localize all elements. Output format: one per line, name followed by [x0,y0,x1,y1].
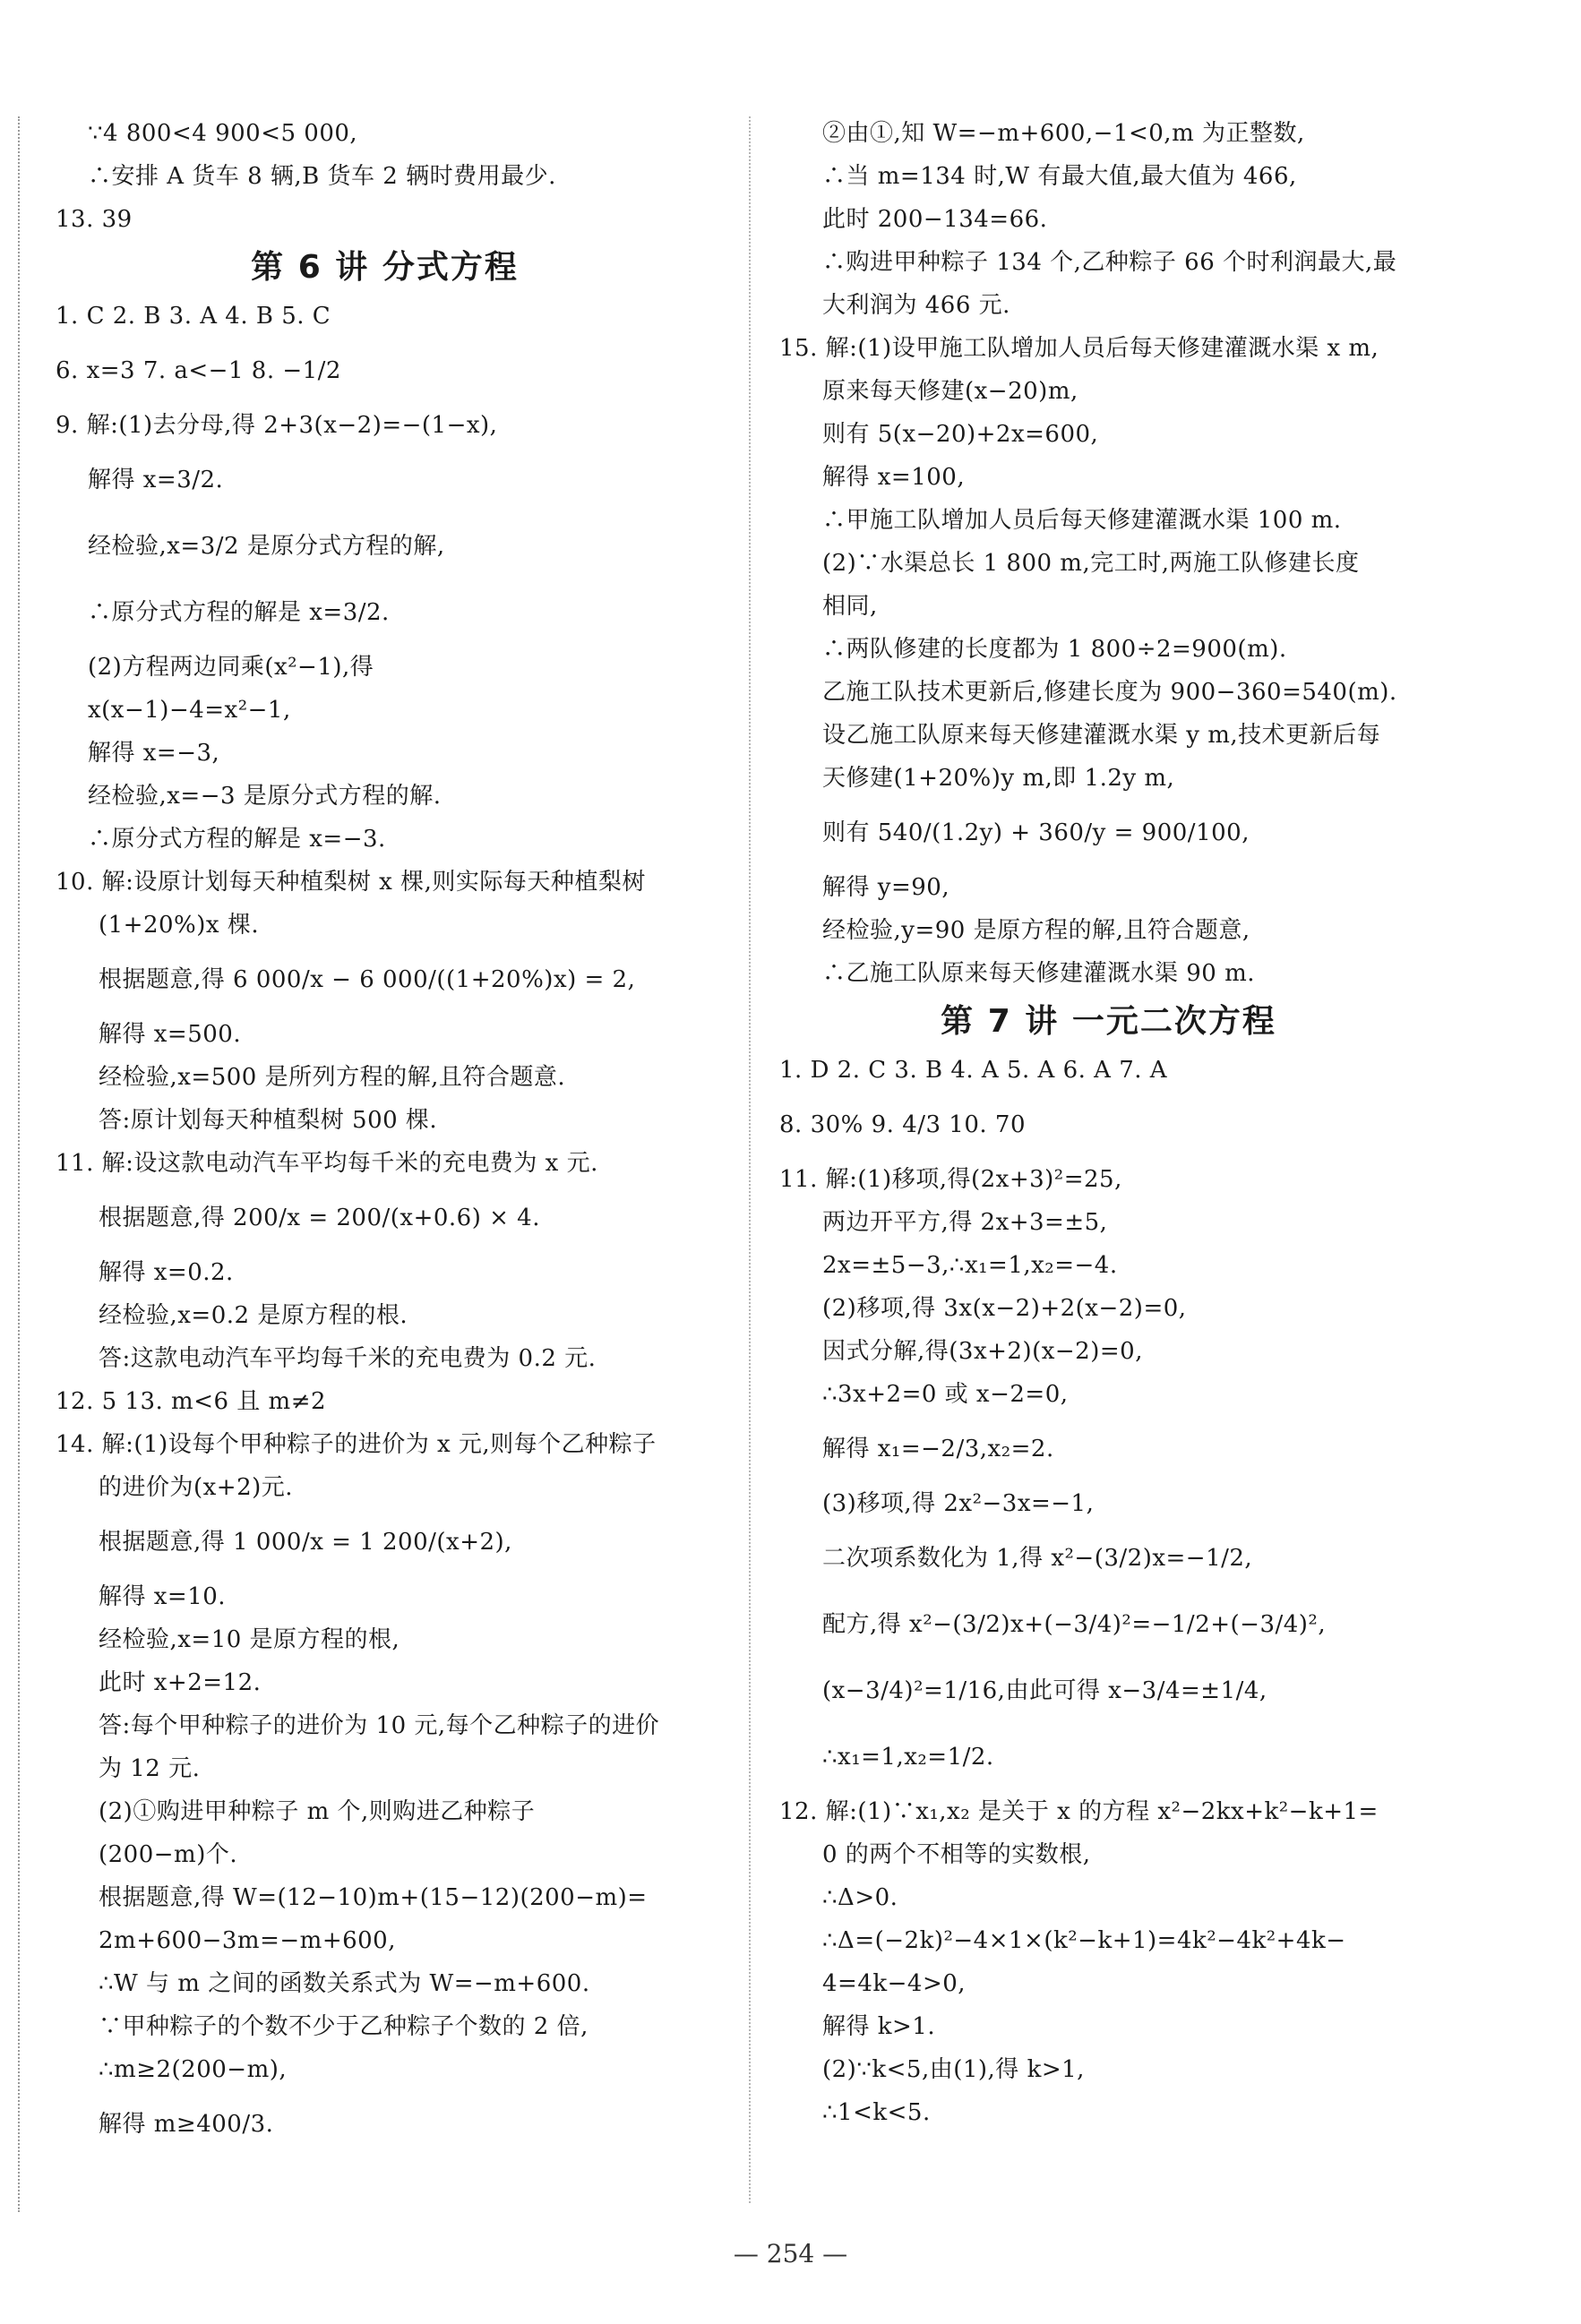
answer-line: 11. 解:设这款电动汽车平均每千米的充电费为 x 元. [56,1150,598,1177]
answer-line: x(x−1)−4=x²−1, [88,697,291,724]
answer-line: 大利润为 466 元. [822,292,1010,319]
answer-line: 根据题意,得 6 000/x − 6 000/((1+20%)x) = 2, [99,966,636,993]
answer-line: ∵4 800<4 900<5 000, [88,120,358,147]
answer-line: 6. x=3 7. a<−1 8. −1/2 [56,357,341,384]
answer-line: 15. 解:(1)设甲施工队增加人员后每天修建灌溉水渠 x m, [779,335,1379,362]
answer-line: 1. C 2. B 3. A 4. B 5. C [56,303,331,330]
answer-line: (1+20%)x 棵. [99,912,260,939]
margin-dotted-rule [18,116,20,2212]
answer-line: 答:每个甲种粽子的进价为 10 元,每个乙种粽子的进价 [99,1712,660,1739]
answer-line: 解得 x=100, [822,464,966,491]
right-column [779,112,1438,2134]
answer-line: (2)∵水渠总长 1 800 m,完工时,两施工队修建长度 [822,550,1360,577]
answer-line: 为 12 元. [99,1755,201,1782]
answer-line: 解得 x=−3, [88,740,220,767]
answer-line: (2)移项,得 3x(x−2)+2(x−2)=0, [822,1295,1187,1322]
answer-line: ∴1<k<5. [822,2099,931,2126]
answer-line: 解得 x₁=−2/3,x₂=2. [822,1436,1054,1462]
answer-line: 11. 解:(1)移项,得(2x+3)²=25, [779,1166,1122,1193]
answer-line: 0 的两个不相等的实数根, [822,1841,1091,1868]
answer-line: 经检验,x=0.2 是原方程的根. [99,1302,408,1329]
answer-line: ∴购进甲种粽子 134 个,乙种粽子 66 个时利润最大,最 [822,249,1397,276]
answer-line: 配方,得 x²−(3/2)x+(−3/4)²=−1/2+(−3/4)², [822,1611,1327,1638]
answer-line: 8. 30% 9. 4/3 10. 70 [779,1111,1027,1138]
left-column [56,112,714,2157]
answer-line: 解得 x=3/2. [88,467,224,493]
answer-line: 经检验,x=−3 是原分式方程的解. [88,783,442,810]
answer-line: 此时 x+2=12. [99,1669,262,1696]
answer-line: 经检验,y=90 是原方程的解,且符合题意, [822,917,1250,944]
answer-line: 14. 解:(1)设每个甲种粽子的进价为 x 元,则每个乙种粽子 [56,1431,657,1458]
answer-line: ∴原分式方程的解是 x=3/2. [88,599,390,626]
answer-line: 解得 x=500. [99,1021,242,1048]
answer-line: 解得 x=0.2. [99,1259,234,1286]
answer-line: ∵甲种粽子的个数不少于乙种粽子个数的 2 倍, [99,2013,589,2040]
answer-line: 解得 y=90, [822,874,950,901]
answer-line: ∴Δ=(−2k)²−4×1×(k²−k+1)=4k²−4k²+4k− [822,1927,1346,1954]
answer-line: 因式分解,得(3x+2)(x−2)=0, [822,1338,1143,1365]
answer-line: ∴m≥2(200−m), [99,2056,288,2083]
answer-line: 经检验,x=500 是所列方程的解,且符合题意. [99,1064,566,1091]
column-divider [749,116,751,2203]
answer-line: (2)①购进甲种粽子 m 个,则购进乙种粽子 [99,1798,536,1825]
answer-line: 1. D 2. C 3. B 4. A 5. A 6. A 7. A [779,1057,1168,1084]
answer-line: 原来每天修建(x−20)m, [822,378,1078,405]
answer-line: ∴Δ>0. [822,1884,898,1911]
answer-line: (2)∵k<5,由(1),得 k>1, [822,2056,1085,2083]
answer-line: 12. 解:(1)∵x₁,x₂ 是关于 x 的方程 x²−2kx+k²−k+1= [779,1798,1379,1825]
answer-line: 天修建(1+20%)y m,即 1.2y m, [822,765,1175,792]
answer-line: 经检验,x=3/2 是原分式方程的解, [88,533,445,560]
section-heading: 第 7 讲 一元二次方程 [941,1003,1276,1040]
answer-line: (2)方程两边同乘(x²−1),得 [88,654,374,681]
answer-line: 根据题意,得 200/x = 200/(x+0.6) × 4. [99,1205,540,1231]
answer-line: 9. 解:(1)去分母,得 2+3(x−2)=−(1−x), [56,412,498,439]
answer-line: 13. 39 [56,206,133,233]
answer-line: ∴x₁=1,x₂=1/2. [822,1744,994,1771]
answer-line: (200−m)个. [99,1841,238,1868]
page-number: — 254 — [733,2239,848,2268]
answer-line: 12. 5 13. m<6 且 m≠2 [56,1388,327,1415]
answer-line: 10. 解:设原计划每天种植梨树 x 棵,则实际每天种植梨树 [56,869,646,896]
answer-line: 解得 x=10. [99,1583,227,1610]
answer-line: 两边开平方,得 2x+3=±5, [822,1209,1108,1236]
answer-line: ∴当 m=134 时,W 有最大值,最大值为 466, [822,163,1297,190]
answer-line: 根据题意,得 W=(12−10)m+(15−12)(200−m)= [99,1884,648,1911]
answer-line: ∴安排 A 货车 8 辆,B 货车 2 辆时费用最少. [88,163,556,190]
section-heading: 第 6 讲 分式方程 [251,249,519,286]
answer-line: 根据题意,得 1 000/x = 1 200/(x+2), [99,1529,512,1556]
answer-line: 2x=±5−3,∴x₁=1,x₂=−4. [822,1252,1118,1279]
answer-line: 的进价为(x+2)元. [99,1474,294,1501]
answer-line: 设乙施工队原来每天修建灌溉水渠 y m,技术更新后每 [822,722,1381,749]
answer-line: 则有 540/(1.2y) + 360/y = 900/100, [822,819,1250,846]
answer-line: 此时 200−134=66. [822,206,1048,233]
answer-line: 则有 5(x−20)+2x=600, [822,421,1099,448]
answer-line: 答:这款电动汽车平均每千米的充电费为 0.2 元. [99,1345,597,1372]
answer-line: ∴两队修建的长度都为 1 800÷2=900(m). [822,636,1287,663]
answer-line: ∴W 与 m 之间的函数关系式为 W=−m+600. [99,1970,590,1997]
answer-line: ②由①,知 W=−m+600,−1<0,m 为正整数, [822,120,1305,147]
answer-line: ∴3x+2=0 或 x−2=0, [822,1381,1069,1408]
answer-line: ∴乙施工队原来每天修建灌溉水渠 90 m. [822,960,1256,987]
answer-line: 乙施工队技术更新后,修建长度为 900−360=540(m). [822,679,1397,706]
answer-line: 解得 k>1. [822,2013,936,2040]
answer-line: ∴原分式方程的解是 x=−3. [88,826,386,853]
answer-line: ∴甲施工队增加人员后每天修建灌溉水渠 100 m. [822,507,1342,534]
answer-line: 4=4k−4>0, [822,1970,967,1997]
answer-line: 解得 m≥400/3. [99,2111,274,2138]
answer-line: 相同, [822,593,878,620]
answer-line: (3)移项,得 2x²−3x=−1, [822,1490,1095,1517]
answer-line: 经检验,x=10 是原方程的根, [99,1626,400,1653]
answer-line: 二次项系数化为 1,得 x²−(3/2)x=−1/2, [822,1545,1253,1572]
answer-line: 2m+600−3m=−m+600, [99,1927,396,1954]
answer-line: 答:原计划每天种植梨树 500 棵. [99,1107,438,1134]
answer-line: (x−3/4)²=1/16,由此可得 x−3/4=±1/4, [822,1677,1267,1704]
